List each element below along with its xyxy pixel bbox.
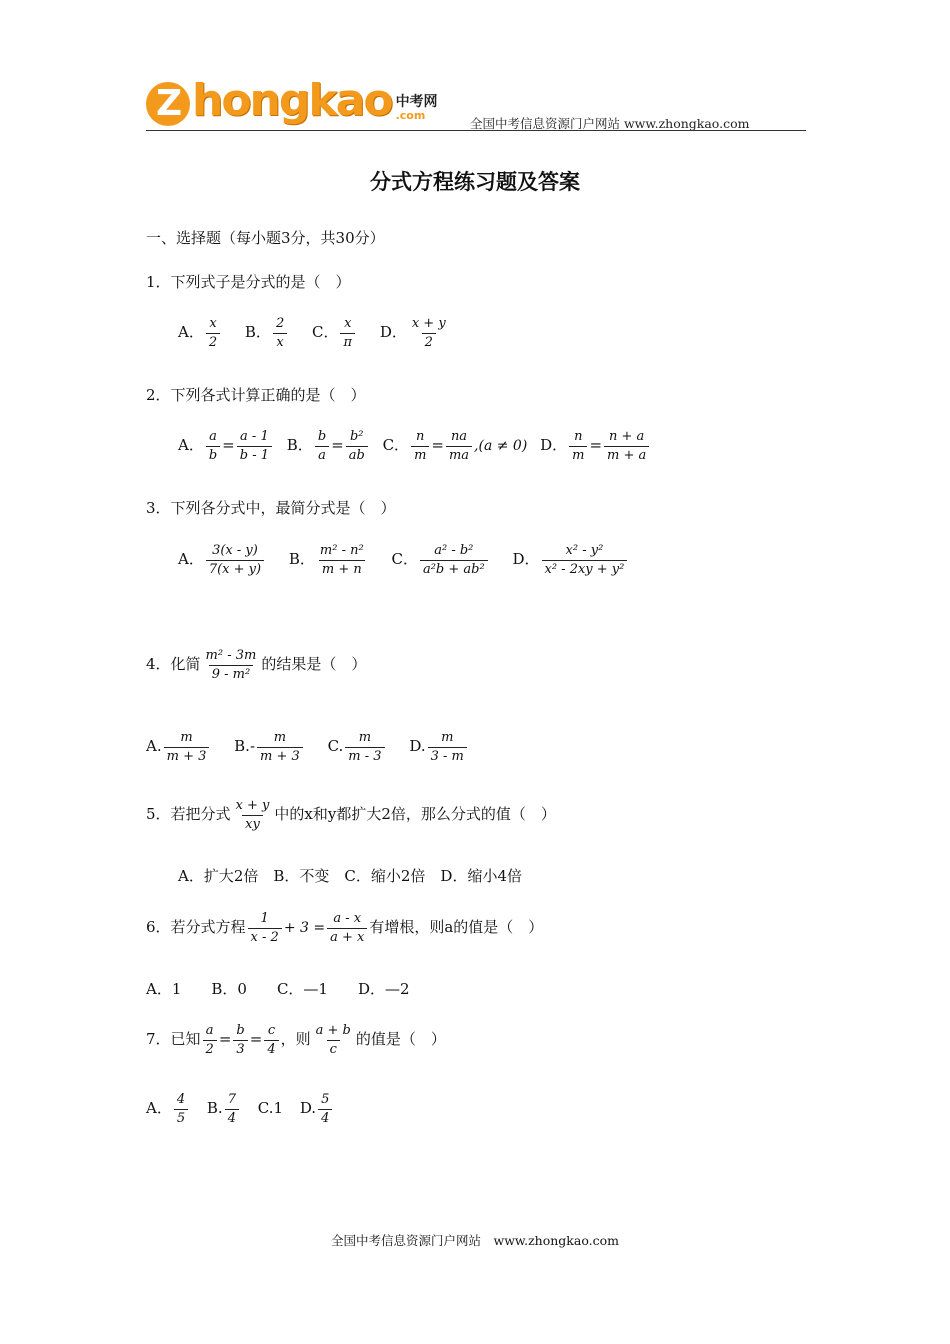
q2-options <box>178 429 669 463</box>
q4-options <box>146 730 487 764</box>
q7-option-b: B. $\frac{7}{4}$ <box>207 1092 241 1126</box>
q2-stem: 2．下列各式计算正确的是（ ） <box>146 386 366 404</box>
q1-stem: 1．下列式子是分式的是（ ） <box>146 273 351 291</box>
q3-stem: 3．下列各分式中，最简分式是（ ） <box>146 499 396 517</box>
q5-options: A．扩大2倍 B．不变 C．缩小2倍 D．缩小4倍 <box>178 867 522 885</box>
logo-text-rest: hongkao <box>192 75 392 126</box>
page-footer: 全国中考信息资源门户网站 www.zhongkao.com <box>331 1233 619 1248</box>
q7-options <box>146 1092 352 1126</box>
q3-options <box>178 543 647 577</box>
q2-option-a: A． $\frac{a}{b}$ = $\frac{a - 1}{b - 1}$ <box>178 429 274 463</box>
page-title: 分式方程练习题及答案 <box>370 169 580 194</box>
q1-option-d: D． $\frac{x + y}{2}$ <box>379 316 446 350</box>
q4-option-a: A. $\frac{m}{m + 3}$ <box>146 730 211 764</box>
q2-option-d: D． $\frac{n}{m}$ = $\frac{n + a}{m + a}$ <box>540 429 651 463</box>
q4-option-c: C. $\frac{m}{m - 3}$ <box>328 730 387 764</box>
q3-option-b: B． $\frac{\text{m² - n²}}{m + n}$ <box>288 543 364 577</box>
q2-option-c: C． $\frac{n}{m}$ = $\frac{na}{ma}$ ,(a ≠ 0) <box>382 429 528 463</box>
q3-option-d: D． $\frac{\text{x² - y²}}{\text{x² - 2xy + y²}}$ <box>512 543 629 577</box>
logo-cn: 中考网 <box>395 93 438 110</box>
header-divider <box>146 130 806 131</box>
q5-stem: 5．若把分式 $\frac{x + y}{xy}$ 中的x和y都扩大2倍，那么分式的值（ ） <box>146 798 556 832</box>
q6-options: A．1 B．0 C．—1 D．—2 <box>146 980 410 998</box>
q4-stem: 4．化简 $\frac{\text{m² - 3m}}{\text{9 - m²}}$ 的结果是（ ） <box>146 648 367 682</box>
q1-option-c: C． $\frac{x}{\pi}$ <box>312 316 357 350</box>
q1-options <box>178 316 469 350</box>
q4-option-b: B.- $\frac{m}{m + 3}$ <box>234 730 305 764</box>
q6-stem: 6．若分式方程 $\frac{1}{x - 2}$ + 3 = $\frac{a - x}{a + x}$ 有增根，则a的值是（ ） <box>146 911 544 945</box>
q3-option-c: C． $\frac{\text{a² - b²}}{\text{a²b + ab²}}$ <box>391 543 489 577</box>
q4-option-d: D. $\frac{m}{3 - m}$ <box>409 730 469 764</box>
q1-option-a: A． $\frac{x}{2}$ <box>178 316 222 350</box>
q7-option-a: A． $\frac{4}{5}$ <box>146 1092 190 1126</box>
zhongkao-logo <box>146 64 438 126</box>
q3-option-a: A． $\frac{3(x - y)}{7(x + y)}$ <box>178 543 266 577</box>
q7-option-d: D. $\frac{5}{4}$ <box>300 1092 335 1126</box>
q7-option-c: C.1 <box>257 1099 284 1118</box>
header-site-text: 全国中考信息资源门户网站 www.zhongkao.com <box>470 116 750 131</box>
section-heading: 一、选择题（每小题3分，共30分） <box>146 229 385 247</box>
q7-stem: 7．已知 $\frac{a}{2}$ = $\frac{b}{3}$ = $\frac{c}{4}$ ，则 $\frac{a + b}{c}$ 的值是（ ） <box>146 1023 446 1057</box>
q1-option-b: B． $\frac{2}{x}$ <box>245 316 289 350</box>
logo-com: .com <box>395 108 426 122</box>
q2-option-b: B． $\frac{b}{a}$ = $\frac{\text{b²}}{ab}$ <box>287 429 370 463</box>
logo-wordmark: Z hongkao <box>146 79 392 126</box>
